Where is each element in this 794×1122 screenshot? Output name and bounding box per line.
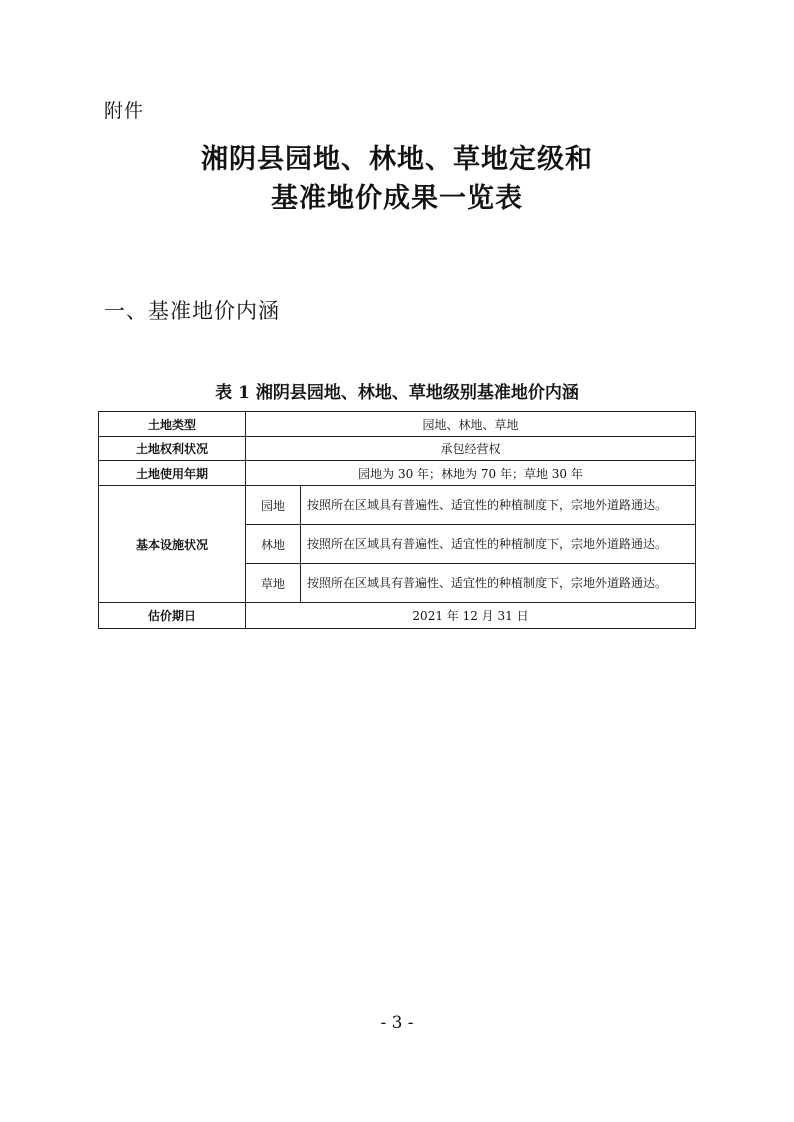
table-row <box>99 461 696 486</box>
table-caption: 表 1 湘阴县园地、林地、草地级别基准地价内涵 <box>215 383 579 403</box>
table-row <box>99 603 696 629</box>
table-row <box>99 486 696 525</box>
valuation-date-label: 估价期日 <box>99 603 246 629</box>
valuation-date-value: 2021 年 12 月 31 日 <box>246 603 696 629</box>
rights-value: 承包经营权 <box>246 437 696 461</box>
facility-desc-orchard: 按照所在区域具有普遍性、适宜性的种植制度下，宗地外道路通达。 <box>301 486 696 525</box>
rights-label: 土地权利状况 <box>99 437 246 461</box>
facility-type-forest: 林地 <box>246 525 301 564</box>
table-row <box>99 437 696 461</box>
facilities-label: 基本设施状况 <box>99 486 246 603</box>
facility-type-grassland: 草地 <box>246 564 301 603</box>
benchmark-price-table <box>98 411 696 629</box>
facility-type-orchard: 园地 <box>246 486 301 525</box>
land-type-label: 土地类型 <box>99 412 246 437</box>
term-value: 园地为 30 年；林地为 70 年；草地 30 年 <box>246 461 696 486</box>
land-type-value: 园地、林地、草地 <box>246 412 696 437</box>
page-number: - 3 - <box>380 1013 414 1033</box>
term-label: 土地使用年期 <box>99 461 246 486</box>
facility-desc-forest: 按照所在区域具有普遍性、适宜性的种植制度下，宗地外道路通达。 <box>301 525 696 564</box>
document-title-line-1: 湘阴县园地、林地、草地定级和 <box>201 144 593 175</box>
document-title-line-2: 基准地价成果一览表 <box>271 183 523 214</box>
attachment-label: 附件 <box>104 100 145 122</box>
facility-desc-grassland: 按照所在区域具有普遍性、适宜性的种植制度下，宗地外道路通达。 <box>301 564 696 603</box>
section-heading: 一、基准地价内涵 <box>104 299 280 323</box>
table-row <box>99 412 696 437</box>
